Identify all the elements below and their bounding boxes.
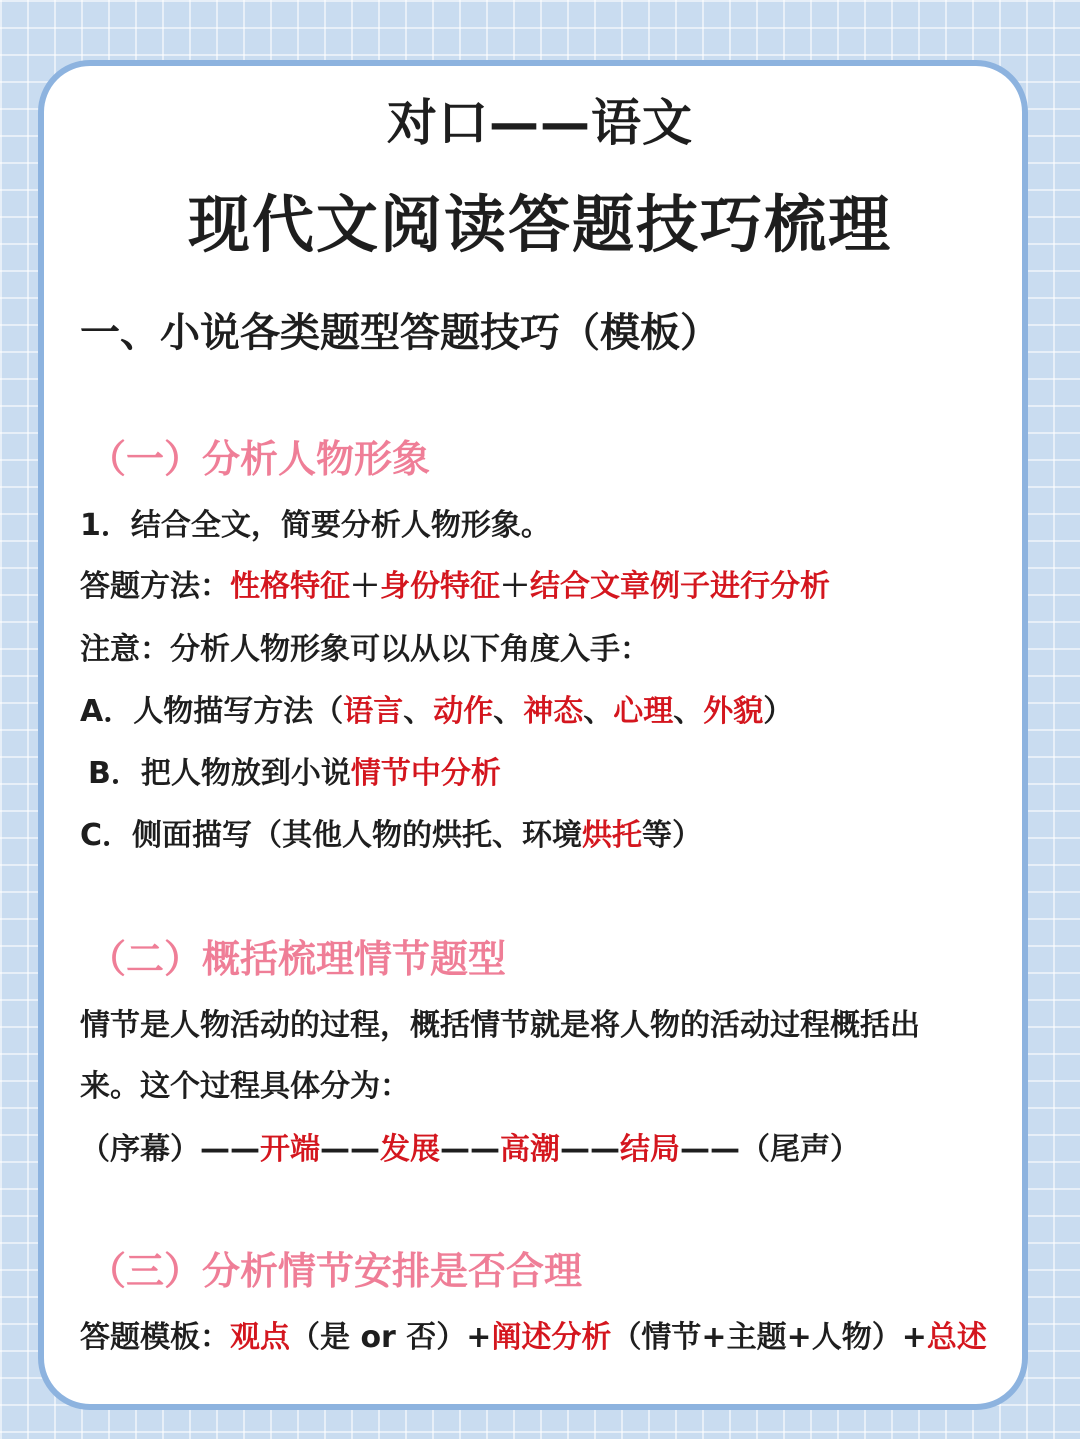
point-a-suffix: ） (763, 694, 794, 729)
keyword: 开端 (260, 1132, 320, 1167)
keyword: 动作 (433, 694, 494, 729)
keyword: 观点 (230, 1320, 290, 1355)
paragraph-line-1: 情节是人物活动的过程，概括情节就是将人物的活动过程概括出 (80, 1008, 920, 1043)
keyword: 外貌 (703, 694, 764, 729)
subsection-heading-2: （二）概括梳理情节题型 (88, 937, 507, 981)
answer-method-line (80, 565, 830, 609)
keyword: 身份特征 (380, 569, 500, 604)
separator: 、 (493, 694, 524, 729)
keyword: 心理 (613, 694, 674, 729)
point-c-line (80, 814, 702, 858)
flow-text: （序幕）—— (80, 1132, 260, 1167)
plus-sign: ＋ (350, 569, 380, 604)
point-a-line (80, 690, 793, 734)
page-title: 对口——语文 (387, 94, 693, 152)
plot-flow-line (80, 1128, 860, 1172)
template-label: 答题模板： (80, 1320, 230, 1355)
keyword: 高潮 (500, 1132, 560, 1167)
template-text: （情节+主题+人物）+ (611, 1320, 927, 1355)
flow-dash: —— (560, 1132, 620, 1167)
keyword: 总述 (926, 1320, 987, 1355)
page-subtitle: 现代文阅读答题技巧梳理 (187, 188, 892, 261)
point-c-prefix: C．侧面描写（其他人物的烘托、环境 (80, 818, 583, 853)
separator: 、 (583, 694, 614, 729)
subsection-heading-3: （三）分析情节安排是否合理 (88, 1249, 583, 1293)
point-a-prefix: A．人物描写方法（ (80, 694, 344, 729)
point-b-line (88, 752, 501, 796)
subsection-heading-1: （一）分析人物形象 (88, 437, 431, 481)
keyword: 神态 (523, 694, 584, 729)
flow-text: ——（尾声） (680, 1132, 860, 1167)
separator: 、 (403, 694, 434, 729)
keyword: 结局 (620, 1132, 680, 1167)
keyword: 语言 (343, 694, 404, 729)
keyword: 发展 (380, 1132, 440, 1167)
question-line: 1．结合全文，简要分析人物形象。 (80, 508, 551, 543)
keyword: 情节中分析 (350, 756, 501, 791)
answer-template-line (80, 1316, 987, 1360)
paragraph-line-2: 来。这个过程具体分为： (80, 1069, 410, 1104)
keyword: 结合文章例子进行分析 (530, 569, 830, 604)
point-c-suffix: 等） (642, 818, 703, 853)
keyword: 阐述分析 (491, 1320, 612, 1355)
method-label: 答题方法： (80, 569, 230, 604)
separator: 、 (673, 694, 704, 729)
flow-dash: —— (440, 1132, 500, 1167)
section-heading: 一、小说各类题型答题技巧（模板） (80, 310, 720, 356)
template-text: （是 or 否）+ (290, 1320, 492, 1355)
plus-sign: ＋ (500, 569, 530, 604)
flow-dash: —— (320, 1132, 380, 1167)
note-line: 注意：分析人物形象可以从以下角度入手： (80, 632, 650, 667)
point-b-prefix: B．把人物放到小说 (88, 756, 351, 791)
keyword: 性格特征 (230, 569, 350, 604)
keyword: 烘托 (582, 818, 643, 853)
